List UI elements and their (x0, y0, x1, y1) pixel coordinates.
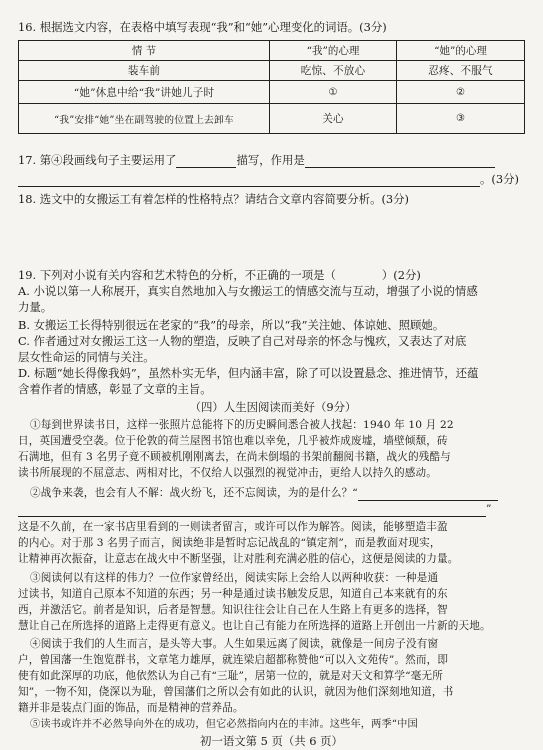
passage-line: 这是不久前，在一家书店里看到的一则读者留言，或许可以作为解答。阅读，能够塑造丰盈 (18, 521, 448, 533)
passage-line-with-blank (18, 502, 528, 517)
passage-text: ②战争来袭，也会有人不解：战火纷飞，还不忘阅读，为的是什么？“ (30, 487, 358, 499)
answer-blank-1[interactable]: ① (270, 81, 397, 104)
page-footer: 初一语文第 5 页（共 6 页） (200, 734, 343, 748)
q16-stem: 16. 根据选文内容，在表格中填写表现“我”和“她”心理变化的词语。(3分) (18, 20, 387, 34)
passage-blank[interactable] (358, 488, 498, 501)
q17-end: 。(3分) (480, 172, 519, 186)
q19-option-d-cont: 含着作者的情感，彰显了文章的主旨。 (18, 382, 212, 396)
table-cell: 忍疼、不服气 (397, 61, 525, 81)
section-title: （四）人生因阅读而美好（9分） (189, 400, 357, 414)
passage-line: 籍并非是装点门面的饰品，而是精神的营养品。 (18, 702, 244, 714)
passage-line: 日，英国遭受空袭。位于伦敦的荷兰屋图书馆也难以幸免，几乎被炸成废墟，墙壁倾颓，砖 (18, 435, 448, 447)
q17-part2: 描写，作用是 (236, 153, 305, 167)
q19-stem-line (18, 268, 528, 283)
q19-option-b: B. 女搬运工长得特别很远在老家的“我”的母亲，所以“我”关注她、体谅她、照顾她。 (18, 318, 445, 332)
q19-option-a: A. 小说以第一人称展开，真实自然地加入与女搬运工的情感交流与互动，增强了小说的情感 (18, 284, 478, 298)
table-header-me: “我”的心理 (270, 41, 397, 61)
q17-line1 (18, 153, 528, 168)
q19-stem-end: ）(2分) (381, 268, 421, 282)
passage-line: ①每到世界读书日，这样一张照片总能将下的历史瞬间悉合被人找起：1940 年 10 月 22 (30, 419, 454, 431)
table-cell: 关心 (270, 104, 397, 134)
q18-stem: 18. 选文中的女搬运工有着怎样的性格特点？请结合文章内容简要分析。(3分) (18, 192, 409, 206)
passage-line: ③阅读何以有这样的伟力？一位作家曾经出，阅读实际上会给人以两种收获：一种是通 (30, 572, 439, 584)
passage-line: 的内心。对于那 3 名男子而言，阅读绝非是暂时忘记战乱的“镇定剂”，而是教面对现实， (18, 537, 441, 549)
passage-line: 使有如此深厚的功底，他依然认为自己有“三耻”，居第一位的，就是对天文和算学“毫无所 (18, 670, 443, 682)
table-cell: 装车前 (19, 61, 270, 81)
passage-line: 西，并激活它。前者是知识，后者是智慧。知识往往会让自己在人生路上有更多的选择，智 (18, 604, 448, 616)
passage-line: 慧让自己在所选择的道路上走得更有意义。也让自己有能力在所选择的道路上开创出一片新的天地。 (18, 620, 491, 632)
q17-blank-method[interactable] (176, 155, 236, 168)
passage-line: ⑤读书或许并不必然导向外在的成功，但它必然指向内在的丰沛。这些年，两季“中国 (30, 719, 418, 730)
q19-stem: 19. 下列对小说有关内容和艺术特色的分析，不正确的一项是（ (18, 268, 336, 282)
table-cell: “她”休息中给“我”讲她儿子时 (19, 81, 270, 104)
passage-line: 知”，一物不知，侥深以为耻，曾国藩们之所以会有如此的认识，就因为他们深刻地知道，书 (18, 686, 454, 698)
table-header-plot: 情 节 (19, 41, 270, 61)
passage-text: ” (486, 503, 492, 515)
q19-option-a-cont: 力量。 (18, 300, 53, 314)
q19-option-c: C. 作者通过对女搬运工这一人物的塑造，反映了自己对母亲的怀念与愧疚，又表达了对底 (18, 334, 467, 348)
q17-blank-effect[interactable] (305, 155, 495, 168)
passage-line: 石满地，但有 3 名男子竟不顾被机刚刚离去，在尚未倒塌的书架前翻阅书籍，战火的残酷与 (18, 451, 451, 463)
answer-blank-3[interactable]: ③ (397, 104, 525, 134)
passage-line-with-blank (30, 486, 528, 501)
passage-line: 让精神再次振奋，让意志在战火中不断坚强，让对胜利充满必胜的信心，这便是阅读的力量。 (18, 553, 459, 565)
table-cell: 吃惊、不放心 (270, 61, 397, 81)
q17-part1: 17. 第④段画线句子主要运用了 (18, 153, 177, 167)
q19-option-c-cont: 层女性命运的同情与关注。 (18, 350, 155, 364)
q17-blank-continue[interactable] (18, 174, 480, 187)
passage-line: 过读书，知道自己原本不知道的东西；另一种是通过读书触发反思，知道自己本来就有的东 (18, 588, 448, 600)
table-header-her: “她”的心理 (397, 41, 525, 61)
passage-line: ④阅读于我们的人生而言，是头等大事。人生如果远离了阅读，就像是一间房子没有窗 (30, 638, 439, 650)
answer-blank-2[interactable]: ② (397, 81, 525, 104)
q17-line2 (18, 172, 528, 187)
passage-line: 户，曾国藩一生饱览群书，文章笔力雄厚，就连梁启超都称赞他“可以入文苑传”。然而，即 (18, 654, 449, 666)
passage-line: 读书所展现的不屈意志、两相对比，不仅给人以强烈的视觉冲击，更给人以持久的感动。 (18, 467, 438, 479)
q16-table (18, 40, 525, 134)
table-cell: “我”安排“她”坐在副驾驶的位置上去卸车 (19, 104, 270, 134)
q19-option-d: D. 标题“她长得像我妈”，虽然朴实无华，但内涵丰富，除了可以设置悬念、推进情节，还蕴 (18, 366, 479, 380)
passage-blank-cont[interactable] (18, 504, 486, 517)
